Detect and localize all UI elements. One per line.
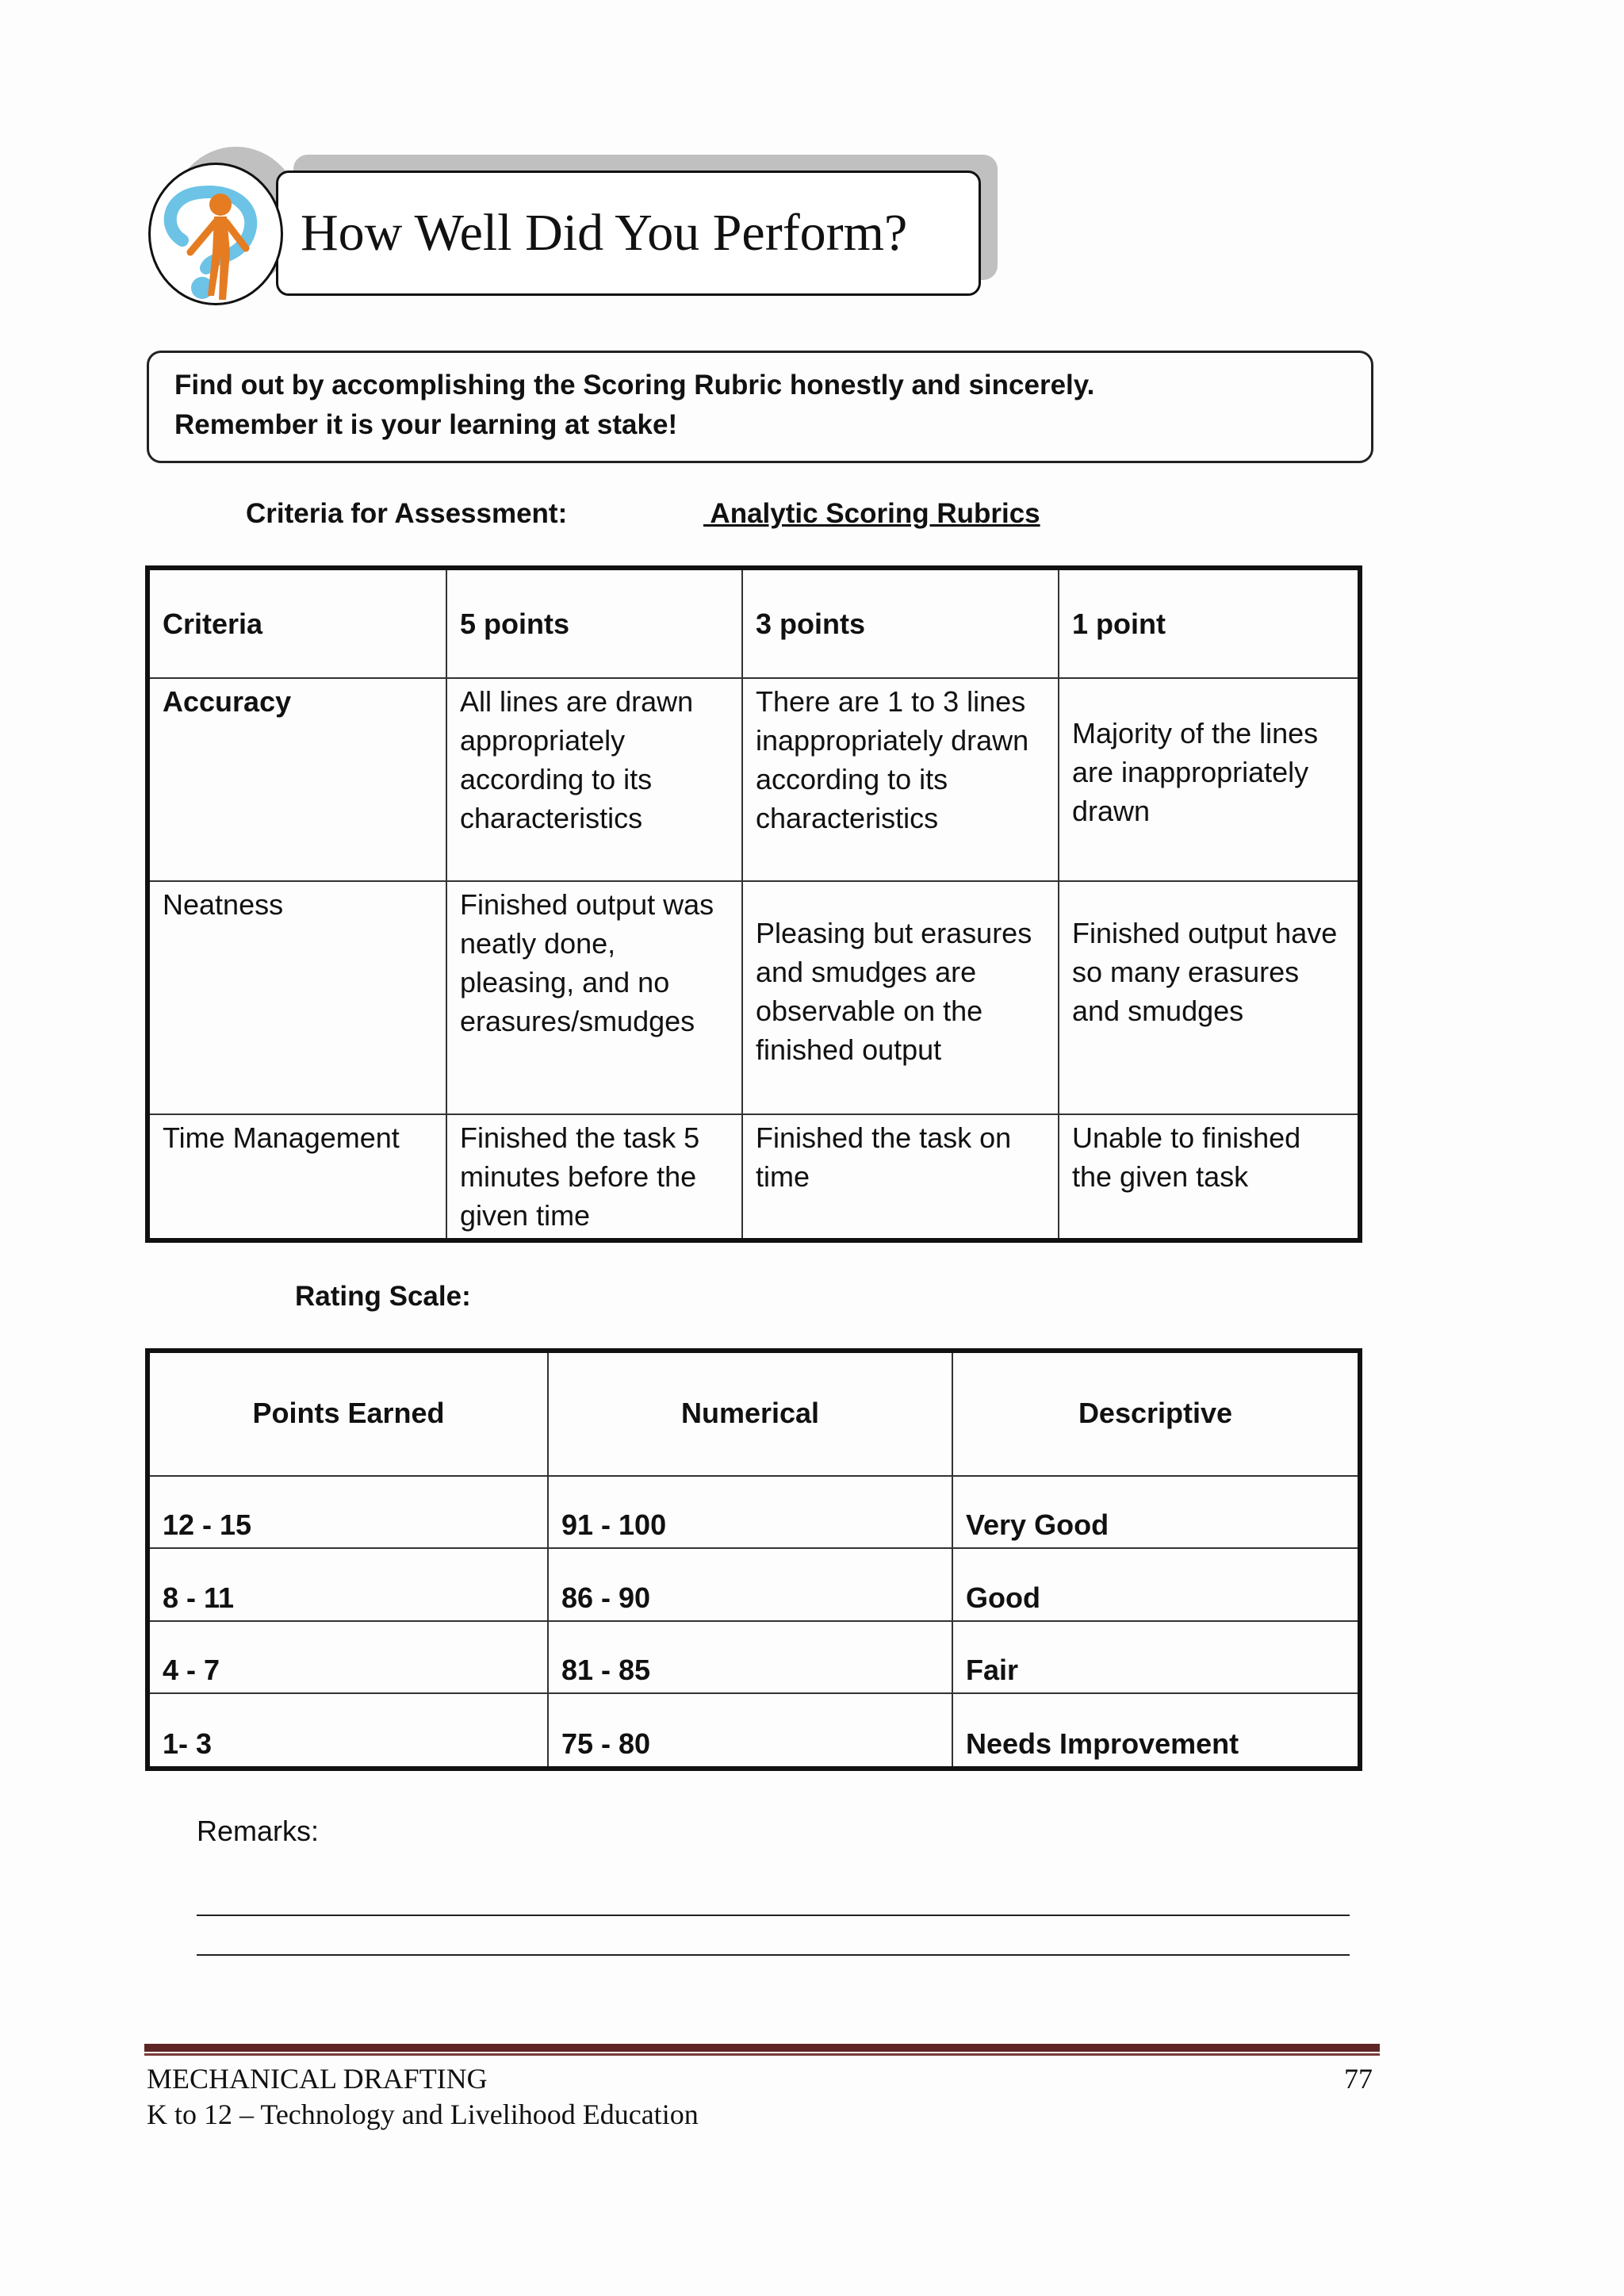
cell: Very Good <box>952 1476 1360 1548</box>
cell: Pleasing but erasures and smudges are observable on the finished output <box>742 881 1059 1114</box>
cell: Finished the task 5 minutes before the given time <box>446 1114 742 1240</box>
header-cell: 5 points <box>446 568 742 678</box>
page-title: How Well Did You Perform? <box>276 171 981 296</box>
cell: There are 1 to 3 lines inappropriately drawn according to its characteristics <box>742 678 1059 881</box>
header-cell: Numerical <box>548 1351 952 1476</box>
instructions-box <box>147 351 1373 463</box>
table-row <box>147 1621 1360 1693</box>
rating-scale-table <box>145 1348 1362 1771</box>
question-mark-figure-icon <box>148 163 283 305</box>
criteria-label: Criteria for Assessment: <box>246 498 568 529</box>
remarks-line[interactable] <box>197 1915 1350 1916</box>
cell: Needs Improvement <box>952 1693 1360 1769</box>
rubric-table <box>145 565 1362 1243</box>
cell: Good <box>952 1548 1360 1620</box>
criteria-cell: Neatness <box>147 881 446 1114</box>
header-cell: 3 points <box>742 568 1059 678</box>
table-row <box>147 1476 1360 1548</box>
cell: 75 - 80 <box>548 1693 952 1769</box>
remarks-label: Remarks: <box>197 1815 320 1847</box>
criteria-cell: Accuracy <box>147 678 446 881</box>
footer-course: K to 12 – Technology and Livelihood Education <box>147 2099 699 2130</box>
remarks-line[interactable] <box>197 1954 1350 1956</box>
cell: 4 - 7 <box>147 1621 548 1693</box>
cell: Finished the task on time <box>742 1114 1059 1240</box>
cell: All lines are drawn appropriately according to its characteristics <box>446 678 742 881</box>
rating-scale-label: Rating Scale: <box>295 1281 471 1312</box>
cell: Finished output have so many erasures and smudges <box>1059 881 1360 1114</box>
cell: 1- 3 <box>147 1693 548 1769</box>
cell: Unable to finished the given task <box>1059 1114 1360 1240</box>
cell: 81 - 85 <box>548 1621 952 1693</box>
table-row <box>147 678 1360 881</box>
cell: Majority of the lines are inappropriately drawn <box>1059 678 1360 881</box>
table-row <box>147 1114 1360 1240</box>
cell: Finished output was neatly done, pleasing, and no erasures/smudges <box>446 881 742 1114</box>
header-cell: 1 point <box>1059 568 1360 678</box>
footer-rule <box>144 2044 1380 2052</box>
footer-rule-thin <box>144 2053 1380 2056</box>
cell: 8 - 11 <box>147 1548 548 1620</box>
table-row <box>147 1548 1360 1620</box>
instructions-line-1: Find out by accomplishing the Scoring Rubric honestly and sincerely. <box>174 370 1095 401</box>
table-header-row <box>147 568 1360 678</box>
header-cell: Criteria <box>147 568 446 678</box>
cell: 91 - 100 <box>548 1476 952 1548</box>
header-cell: Descriptive <box>952 1351 1360 1476</box>
cell: 86 - 90 <box>548 1548 952 1620</box>
page-number: 77 <box>1344 2063 1373 2095</box>
table-header-row <box>147 1351 1360 1476</box>
cell: 12 - 15 <box>147 1476 548 1548</box>
table-row <box>147 1693 1360 1769</box>
criteria-cell: Time Management <box>147 1114 446 1240</box>
header-cell: Points Earned <box>147 1351 548 1476</box>
footer-subject: MECHANICAL DRAFTING <box>147 2063 488 2095</box>
instructions-line-2: Remember it is your learning at stake! <box>174 409 678 440</box>
cell: Fair <box>952 1621 1360 1693</box>
table-row <box>147 881 1360 1114</box>
rubric-type: Analytic Scoring Rubrics <box>703 498 1040 529</box>
